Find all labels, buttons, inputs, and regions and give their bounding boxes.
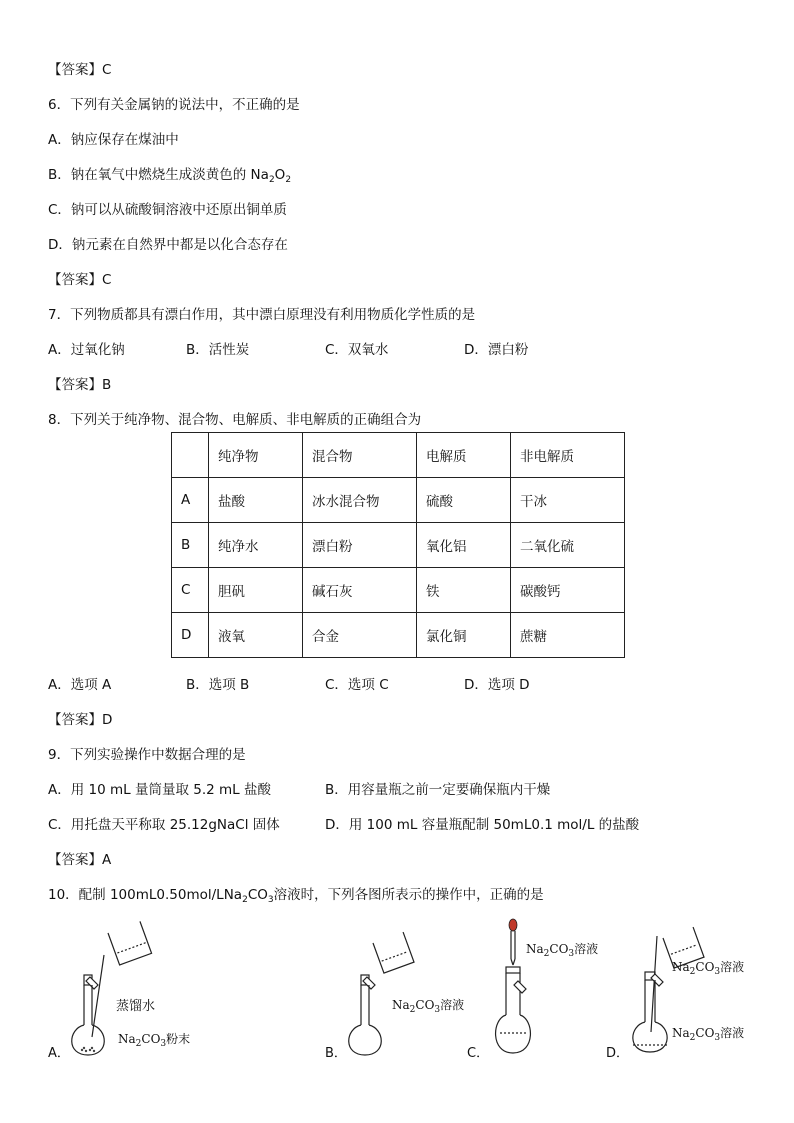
fig-b-mid: CO (415, 998, 435, 1012)
figure-a-powder-label (118, 1030, 190, 1047)
table-cell: 氧化铝 (417, 523, 511, 568)
fig-c-pre: Na (526, 942, 544, 956)
figure-d-solution-label-2 (672, 1024, 744, 1041)
figure-b-letter: B． (325, 1046, 347, 1061)
table-cell: 二氧化硫 (511, 523, 625, 568)
question-10-stem (48, 883, 544, 903)
question-9-option-a: A．用 10 mL 量筒量取 5.2 mL 盐酸 (48, 782, 271, 798)
question-8-option-b: B．选项 B (186, 677, 250, 693)
question-8-option-d: D．选项 D (464, 677, 530, 693)
table-header-cell: 纯净物 (209, 433, 303, 478)
answer-q8: 【答案】D (48, 712, 113, 728)
fig-a-l2-sub2: 3 (160, 1039, 167, 1049)
fig-b-sub1: 2 (409, 1005, 416, 1015)
question-9-option-b: B．用容量瓶之前一定要确保瓶内干燥 (325, 782, 551, 798)
q10-stem-post: 溶液时，下列各图所表示的操作中，正确的是 (273, 887, 544, 903)
table-cell: 碱石灰 (303, 568, 417, 613)
question-8-option-c: C．选项 C (325, 677, 389, 693)
figure-a-water-label: 蒸馏水 (116, 999, 156, 1014)
figure-d-solution-label-1 (672, 958, 744, 975)
classification-table (171, 432, 625, 658)
fig-c-sub2: 3 (568, 949, 575, 959)
fig-a-l2-post: 粉末 (166, 1032, 191, 1046)
table-header-cell: 电解质 (417, 433, 511, 478)
fig-b-pre: Na (392, 998, 410, 1012)
question-8-option-a: A．选项 A (48, 677, 112, 693)
table-cell: 冰水混合物 (303, 478, 417, 523)
question-6-stem: 6．下列有关金属钠的说法中，不正确的是 (48, 97, 300, 113)
figure-b-solution-label (392, 996, 464, 1013)
table-row (172, 613, 625, 658)
figure-c-letter: C． (467, 1046, 490, 1061)
question-9-stem: 9．下列实验操作中数据合理的是 (48, 747, 246, 763)
question-6-option-b (48, 163, 291, 183)
fig-b-post: 溶液 (440, 998, 465, 1012)
q6-b-sub2: 2 (285, 175, 292, 185)
table-header-row (172, 433, 625, 478)
table-cell: 碳酸钙 (511, 568, 625, 613)
table-cell: 胆矾 (209, 568, 303, 613)
question-6-option-d: D．钠元素在自然界中都是以化合态存在 (48, 237, 288, 253)
table-header-cell: 混合物 (303, 433, 417, 478)
fig-d-l2-mid: CO (695, 1026, 715, 1040)
table-cell: A (172, 478, 209, 523)
fig-a-l2-sub1: 2 (135, 1039, 142, 1049)
q6-b-sub1: 2 (268, 175, 275, 185)
table-cell: 铁 (417, 568, 511, 613)
q10-stem-mid: CO (247, 887, 268, 903)
table-cell: 蔗糖 (511, 613, 625, 658)
question-9-option-c: C．用托盘天平称取 25.12gNaCl 固体 (48, 817, 280, 833)
fig-d-l1-mid: CO (695, 960, 715, 974)
table-header-cell (172, 433, 209, 478)
fig-d-l1-sub1: 2 (689, 967, 696, 977)
figure-c-flask-illustration (490, 915, 560, 1060)
question-9-option-d: D．用 100 mL 容量瓶配制 50mL0.1 mol/L 的盐酸 (325, 817, 640, 833)
answer-q6: 【答案】C (48, 272, 112, 288)
table-cell: 硫酸 (417, 478, 511, 523)
fig-c-sub1: 2 (543, 949, 550, 959)
question-7-stem: 7．下列物质都具有漂白作用，其中漂白原理没有利用物质化学性质的是 (48, 307, 476, 323)
fig-d-l2-pre: Na (672, 1026, 690, 1040)
q6-b-text: B．钠在氧气中燃烧生成淡黄色的 Na (48, 167, 269, 183)
table-cell: 合金 (303, 613, 417, 658)
table-row (172, 568, 625, 613)
fig-d-l2-sub2: 3 (714, 1033, 721, 1043)
fig-d-l1-sub2: 3 (714, 967, 721, 977)
question-6-option-c: C．钠可以从硫酸铜溶液中还原出铜单质 (48, 202, 287, 218)
fig-b-sub2: 3 (434, 1005, 441, 1015)
question-6-option-a: A．钠应保存在煤油中 (48, 132, 179, 148)
figure-a-letter: A． (48, 1046, 70, 1061)
table-cell: 纯净水 (209, 523, 303, 568)
answer-q7: 【答案】B (48, 377, 112, 393)
table-cell: 漂白粉 (303, 523, 417, 568)
fig-a-l2-mid: CO (141, 1032, 161, 1046)
question-7-option-c: C．双氧水 (325, 342, 389, 358)
question-7-option-d: D．漂白粉 (464, 342, 529, 358)
table-cell: 氯化铜 (417, 613, 511, 658)
answer-q9: 【答案】A (48, 852, 112, 868)
fig-d-l2-post: 溶液 (720, 1026, 745, 1040)
table-cell: 盐酸 (209, 478, 303, 523)
fig-d-l1-post: 溶液 (720, 960, 745, 974)
question-7-option-a: A．过氧化钠 (48, 342, 125, 358)
table-row (172, 523, 625, 568)
table-header-cell: 非电解质 (511, 433, 625, 478)
q10-stem-pre: 10．配制 100mL0.50mol/LNa (48, 887, 243, 903)
q6-b-mid: O (274, 167, 286, 183)
table-cell: C (172, 568, 209, 613)
q10-stem-sub1: 2 (242, 895, 248, 905)
table-cell: 液氧 (209, 613, 303, 658)
fig-c-post: 溶液 (574, 942, 599, 956)
question-7-option-b: B．活性炭 (186, 342, 250, 358)
fig-d-l1-pre: Na (672, 960, 690, 974)
table-cell: B (172, 523, 209, 568)
table-cell: D (172, 613, 209, 658)
q10-stem-sub2: 3 (267, 895, 274, 905)
question-8-stem: 8．下列关于纯净物、混合物、电解质、非电解质的正确组合为 (48, 412, 422, 428)
table-cell: 干冰 (511, 478, 625, 523)
fig-c-mid: CO (549, 942, 569, 956)
figure-c-solution-label (526, 940, 598, 957)
figure-d-letter: D． (606, 1046, 630, 1061)
fig-a-l2-pre: Na (118, 1032, 136, 1046)
fig-d-l2-sub1: 2 (689, 1033, 696, 1043)
answer-q5: 【答案】C (48, 62, 112, 78)
table-row (172, 478, 625, 523)
